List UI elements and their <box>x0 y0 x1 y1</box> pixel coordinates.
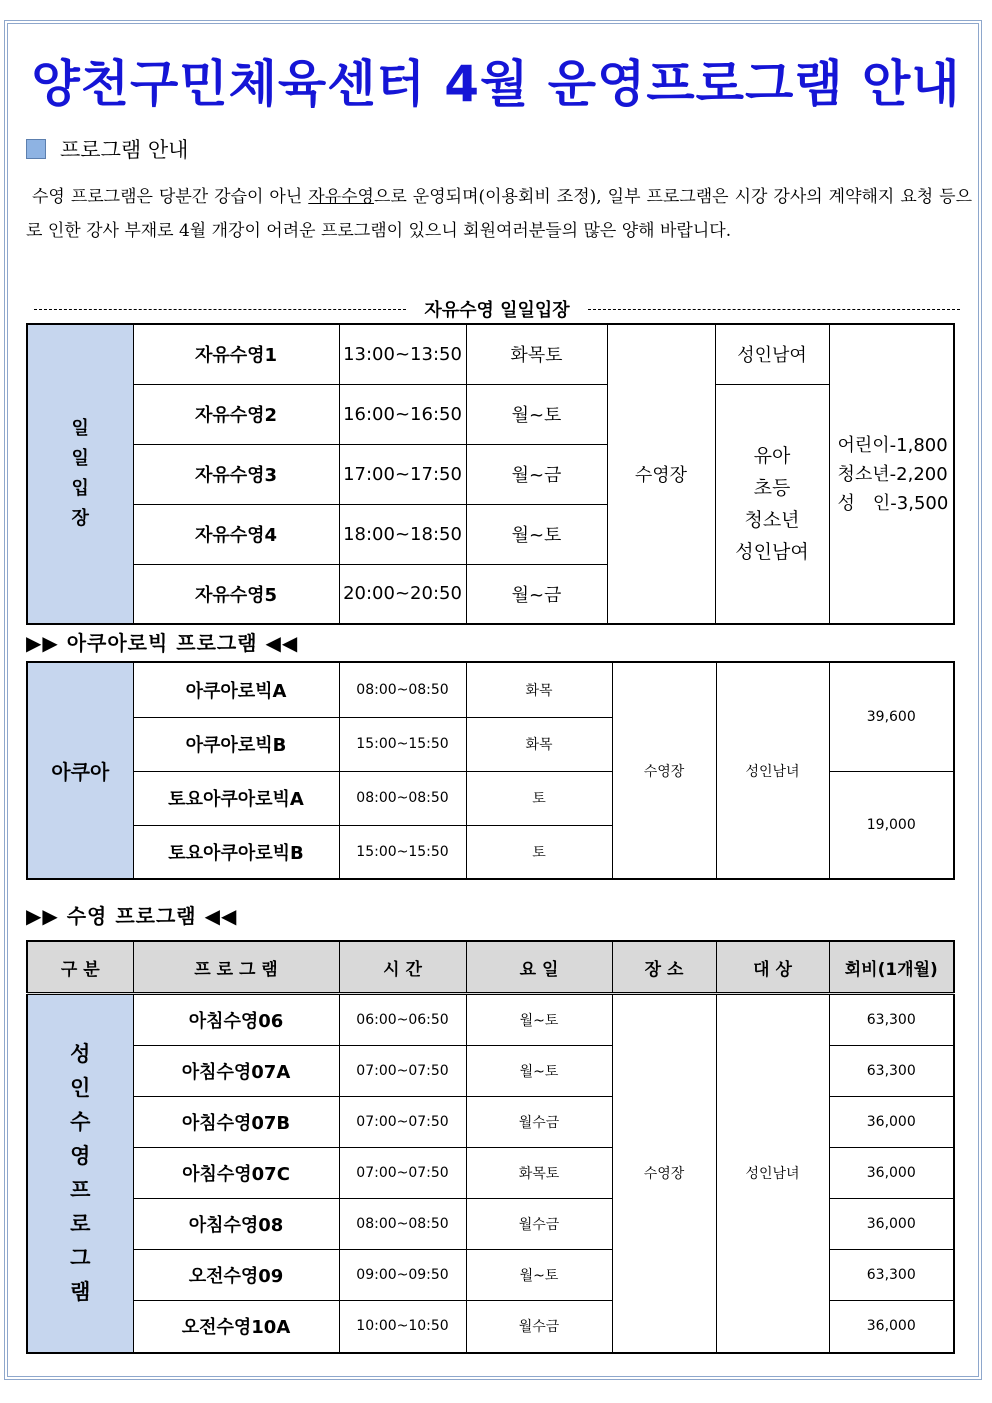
header-fee: 회비(1개월) <box>829 941 954 994</box>
swim-table <box>26 940 955 1354</box>
target-cell <box>715 384 829 624</box>
fee-cell: 39,600 <box>829 662 954 771</box>
program-time: 08:00~08:50 <box>339 662 466 717</box>
header-time: 시 간 <box>339 941 466 994</box>
fee-cell: 63,300 <box>829 1046 954 1097</box>
section-label: 프로그램 안내 <box>60 138 189 162</box>
program-name: 토요아쿠아로빅A <box>133 771 339 825</box>
header-program: 프 로 그 램 <box>133 941 339 994</box>
target-cell: 성인남녀 <box>716 994 829 1353</box>
header-days: 요 일 <box>466 941 612 994</box>
program-days: 월~금 <box>466 444 607 504</box>
header-category: 구 분 <box>27 941 133 994</box>
table-row <box>27 662 954 717</box>
page-title: 양천구민체육센터 4월 운영프로그램 안내 <box>31 55 961 113</box>
fee-cell <box>829 324 954 624</box>
program-time: 08:00~08:50 <box>339 1199 466 1250</box>
program-days: 월~토 <box>466 994 612 1046</box>
program-time: 17:00~17:50 <box>339 444 466 504</box>
table-row <box>27 384 954 444</box>
program-name: 아쿠아로빅B <box>133 717 339 771</box>
program-days: 월~토 <box>466 504 607 564</box>
program-name: 오전수영09 <box>133 1250 339 1301</box>
target-cell: 성인남여 <box>715 324 829 384</box>
program-name: 아침수영08 <box>133 1199 339 1250</box>
program-days: 월~토 <box>466 1250 612 1301</box>
fee-cell: 36,000 <box>829 1301 954 1353</box>
fee-adult: 성 인-3,500 <box>837 492 949 514</box>
program-time: 09:00~09:50 <box>339 1250 466 1301</box>
table-row <box>27 994 954 1046</box>
program-days: 토 <box>466 825 612 879</box>
place-cell: 수영장 <box>612 994 716 1353</box>
dashed-rule-right <box>588 309 960 310</box>
program-time: 07:00~07:50 <box>339 1148 466 1199</box>
category-cell: 성 인 수 영 프 로 그 램 <box>27 994 133 1353</box>
target-item: 유아 <box>753 444 791 467</box>
program-name: 아쿠아로빅A <box>133 662 339 717</box>
program-name: 자유수영1 <box>133 324 339 384</box>
target-item: 성인남여 <box>735 540 809 563</box>
program-days: 월~금 <box>466 564 607 624</box>
table-row <box>27 324 954 384</box>
free-swim-table <box>26 323 955 625</box>
program-name: 토요아쿠아로빅B <box>133 825 339 879</box>
fee-cell: 36,000 <box>829 1148 954 1199</box>
program-days: 화목 <box>466 717 612 771</box>
program-days: 화목토 <box>466 324 607 384</box>
program-days: 월~토 <box>466 384 607 444</box>
category-cell: 아쿠아 <box>27 662 133 879</box>
program-time: 07:00~07:50 <box>339 1097 466 1148</box>
program-days: 월수금 <box>466 1199 612 1250</box>
program-time: 18:00~18:50 <box>339 504 466 564</box>
fee-cell: 19,000 <box>829 771 954 879</box>
square-bullet-icon <box>26 139 46 159</box>
program-time: 13:00~13:50 <box>339 324 466 384</box>
program-name: 오전수영10A <box>133 1301 339 1353</box>
target-cell: 성인남녀 <box>716 662 829 879</box>
program-name: 아침수영07C <box>133 1148 339 1199</box>
program-name: 자유수영3 <box>133 444 339 504</box>
free-swim-divider <box>34 296 960 322</box>
program-time: 20:00~20:50 <box>339 564 466 624</box>
section-header <box>26 134 188 164</box>
program-days: 토 <box>466 771 612 825</box>
header-place: 장 소 <box>612 941 716 994</box>
dashed-rule-left <box>34 309 406 310</box>
program-name: 자유수영2 <box>133 384 339 444</box>
program-time: 08:00~08:50 <box>339 771 466 825</box>
place-cell: 수영장 <box>607 324 715 624</box>
aqua-table <box>26 661 955 880</box>
program-time: 15:00~15:50 <box>339 717 466 771</box>
fee-cell: 63,300 <box>829 994 954 1046</box>
free-swim-heading: 자유수영 일일입장 <box>424 300 570 321</box>
program-time: 06:00~06:50 <box>339 994 466 1046</box>
table-header-row <box>27 941 954 994</box>
aqua-heading: ▶▶ 아쿠아로빅 프로그램 ◀◀ <box>26 631 299 655</box>
header-target: 대 상 <box>716 941 829 994</box>
program-time: 10:00~10:50 <box>339 1301 466 1353</box>
place-cell: 수영장 <box>612 662 716 879</box>
program-time: 16:00~16:50 <box>339 384 466 444</box>
program-name: 아침수영06 <box>133 994 339 1046</box>
notice-underlined: 자유수영 <box>308 187 374 207</box>
fee-cell: 36,000 <box>829 1199 954 1250</box>
category-cell: 일 일 입 장 <box>27 324 133 624</box>
fee-child: 어린이-1,800 <box>837 434 948 456</box>
notice-paragraph <box>26 180 972 248</box>
program-name: 아침수영07B <box>133 1097 339 1148</box>
target-item: 청소년 <box>744 508 800 531</box>
program-time: 15:00~15:50 <box>339 825 466 879</box>
program-name: 아침수영07A <box>133 1046 339 1097</box>
program-days: 월수금 <box>466 1301 612 1353</box>
notice-text-2: 으로 운영되며(이용회비 조정), 일부 프로그램은 시강 강사의 계약해지 요청 등으로 인한 강사 부재로 4월 개강이 어려운 프로그램이 있으니 회원여러분들의 많은 양해 바랍니다. <box>26 187 973 241</box>
program-name: 자유수영5 <box>133 564 339 624</box>
fee-cell: 36,000 <box>829 1097 954 1148</box>
notice-text-1: 수영 프로그램은 당분간 강습이 아닌 <box>32 187 309 207</box>
program-time: 07:00~07:50 <box>339 1046 466 1097</box>
target-item: 초등 <box>753 476 791 499</box>
program-days: 월수금 <box>466 1097 612 1148</box>
fee-youth: 청소년-2,200 <box>837 463 948 485</box>
swim-heading: ▶▶ 수영 프로그램 ◀◀ <box>26 904 238 928</box>
program-days: 화목토 <box>466 1148 612 1199</box>
program-days: 월~토 <box>466 1046 612 1097</box>
program-days: 화목 <box>466 662 612 717</box>
program-name: 자유수영4 <box>133 504 339 564</box>
fee-cell: 63,300 <box>829 1250 954 1301</box>
